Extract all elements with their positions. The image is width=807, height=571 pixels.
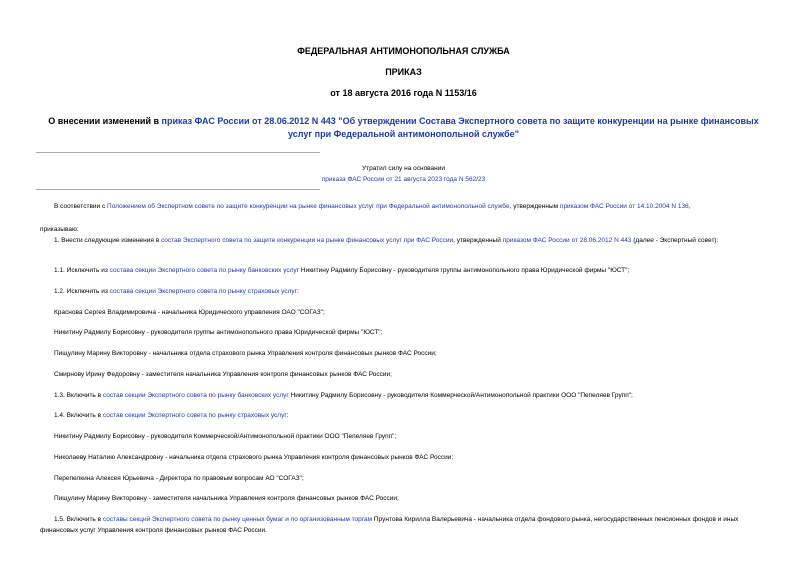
lost-force-note xyxy=(300,163,507,185)
item-1-3-text-1: 1.3. Включить в xyxy=(54,392,103,399)
item-1-1-text-2: Никитину Радмилу Борисовну - руководителя группы антимонопольного права Юридической фирмы "ЮСТ"; xyxy=(299,267,630,274)
lost-force-text: Утратил силу на основании xyxy=(361,165,446,172)
item-1-5-text-2: Прунтова Кирилла Валерьевича - начальника отдела фондового рынка, негосударственных пенсионных фондов и иных финансовых услуг Управления контроля финансовых рынков ФАС России. xyxy=(40,516,739,534)
list-item: Пищулину Марину Викторовну - заместителя начальника Управления контроля финансовых рынков ФАС России; xyxy=(54,495,399,502)
item-1-5-text-1: 1.5. Включить в xyxy=(54,516,103,523)
item-1-2-paragraph xyxy=(54,286,299,297)
item-1-2-text-2: : xyxy=(297,288,299,295)
council-composition-link[interactable]: состав Экспертного совета по защите конкуренции на рынке финансовых услуг при ФАС России xyxy=(160,237,454,244)
preamble-text-2: , утвержденным xyxy=(509,203,560,210)
banking-section-link-1[interactable]: состава секции Экспертного совета по рынку банковских услуг xyxy=(109,267,300,274)
date-number-heading: от 18 августа 2016 года N 1153/16 xyxy=(330,88,477,98)
item-1-text-2: , утвержденный xyxy=(453,237,503,244)
lost-force-link[interactable]: приказа ФАС России от 21 августа 2023 года N 562/23 xyxy=(321,176,486,183)
list-item: Пищулину Марину Викторовну - начальника отдела страхового рынка Управления контроля финансовых рынков ФАС России; xyxy=(54,350,437,357)
regulation-link[interactable]: Положением об Экспертном совете по защите конкуренции на рынке финансовых услуг при Федеральной антимонопольной службе xyxy=(107,203,510,210)
item-1-text-3: (далее - Экспертный совет): xyxy=(631,237,719,244)
item-1-3-text-2: Никитину Радмилу Борисовну - руководителя Коммерческой/Антимонопольной практики ООО "Пепеляев Групп"; xyxy=(288,392,633,399)
divider-bottom xyxy=(36,189,320,190)
orders-paragraph: приказываю: xyxy=(40,226,79,233)
list-item: Перепелкина Алексея Юрьевича - Директора по правовым вопросам АО "СОГАЗ"; xyxy=(54,475,304,482)
preamble-paragraph xyxy=(54,201,691,212)
list-item: Смирнову Ирину Федоровну - заместителя начальника Управления контроля финансовых рынков ФАС России; xyxy=(54,371,392,378)
doc-type-heading: ПРИКАЗ xyxy=(385,67,422,77)
title-prefix: О внесении изменений в xyxy=(48,116,162,126)
securities-section-link[interactable]: составы секций Экспертного совета по рынку ценных бумаг и по организованным торгам xyxy=(102,516,373,523)
title-order-link[interactable]: приказ ФАС России от 28.06.2012 N 443 "Об утверждении Состава Экспертного совета по защите конкуренции на рынке финансовых услуг при Федеральной антимонопольной службе" xyxy=(161,116,759,139)
item-1-4-paragraph xyxy=(54,410,289,421)
item-1-text-1: 1. Внести следующие изменения в xyxy=(54,237,161,244)
preamble-text-3: , xyxy=(688,203,691,210)
banking-section-link-2[interactable]: состав секции Экспертного совета по рынку банковских услуг xyxy=(102,392,289,399)
item-1-1-text-1: 1.1. Исключить из xyxy=(54,267,110,274)
document-title xyxy=(40,115,767,141)
agency-heading: ФЕДЕРАЛЬНАЯ АНТИМОНОПОЛЬНАЯ СЛУЖБА xyxy=(297,46,510,56)
item-1-3-paragraph xyxy=(54,390,633,401)
order-136-link[interactable]: приказом ФАС России от 14.10.2004 N 136 xyxy=(559,203,689,210)
item-1-1-paragraph xyxy=(54,265,629,276)
list-item: Никитину Радмилу Борисовну - руководителя Коммерческой/Антимонопольной практики ООО "Пепеляев Групп"; xyxy=(54,433,397,440)
order-443-link[interactable]: приказом ФАС России от 28.06.2012 N 443 xyxy=(502,237,632,244)
item-1-4-text-1: 1.4. Включить в xyxy=(54,412,103,419)
list-item: Никитину Радмилу Борисовну - руководителя группы антимонопольного права Юридической фирмы "ЮСТ"; xyxy=(54,329,383,336)
item-1-2-text-1: 1.2. Исключить из xyxy=(54,288,110,295)
item-1-4-text-2: : xyxy=(286,412,289,419)
item-1-paragraph xyxy=(40,235,768,246)
insurance-section-link-1[interactable]: состава секции Экспертного совета по рынку страховых услуг xyxy=(109,288,298,295)
list-item: Краснова Сергея Владимировича - начальника Юридического управления ОАО "СОГАЗ"; xyxy=(54,309,325,316)
insurance-section-link-2[interactable]: состав секции Экспертного совета по рынку страховых услуг xyxy=(102,412,287,419)
divider-top xyxy=(36,152,320,153)
item-1-5-paragraph xyxy=(40,514,768,536)
preamble-text-1: В соответствии с xyxy=(54,203,108,210)
list-item: Николаеву Наталию Александровну - начальника отдела страхового рынка Управления контроля финансовых рынков ФАС России; xyxy=(54,454,454,461)
